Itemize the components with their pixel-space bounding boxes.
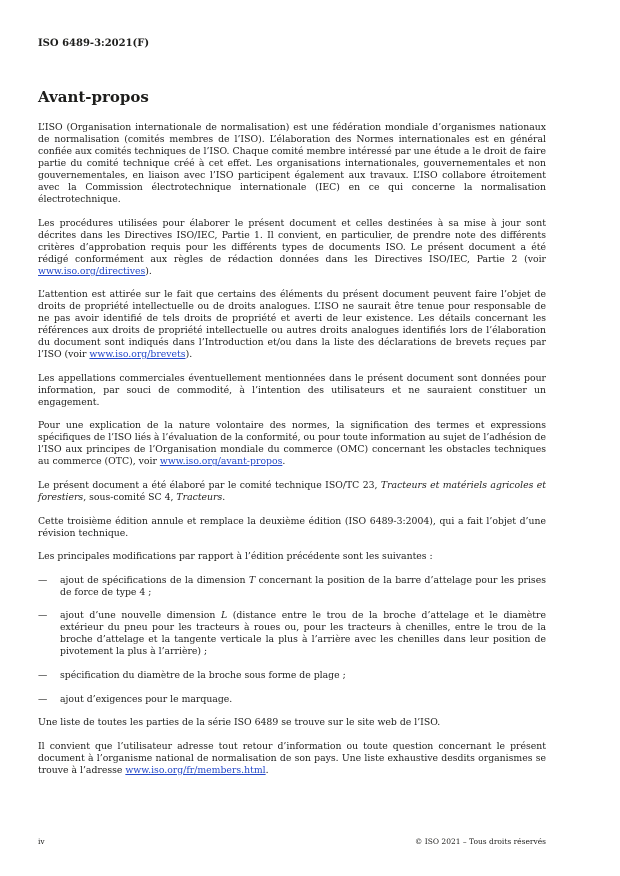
- procedures-text: Les procédures utilisées pour élaborer le présent document et celles destinées à sa mise à jour sont décrites dans les Directives ISO/IEC, Partie 1. Il convient, en particulier, de prendre note des différents critères d’approbation requis pour les différents types de documents ISO. Le présent document a été rédigé conformément aux règles de rédaction données dans les Directives ISO/IEC, Partie 2 (voir: [38, 217, 546, 265]
- change-text-end: (distance entre le trou de la broche d’attelage et le diamètre extérieur du pneu pour les tracteurs à roues ou, pour les tracteurs à chenilles, entre le trou de la broche d’attelage et la tangente verticale la plus à l’arrière avec les chenilles dans leur position de pivotement la plus à l’arrière) ;: [60, 610, 546, 658]
- change-text: spécification du diamètre de la broche sous forme de plage ;: [60, 669, 346, 681]
- patents-link[interactable]: www.iso.org/brevets: [89, 349, 186, 361]
- patents-text-end: ).: [185, 349, 193, 361]
- list-dash: —: [38, 610, 48, 622]
- foreword-info-link[interactable]: www.iso.org/avant-propos: [159, 456, 283, 468]
- dimension-symbol: T: [248, 574, 256, 586]
- committee-text: Le présent document a été élaboré par le comité technique ISO/TC 23,: [38, 479, 381, 491]
- list-dash: —: [38, 574, 48, 586]
- committee-text-end: .: [222, 491, 226, 503]
- change-text: ajout d’une nouvelle dimension: [60, 610, 221, 622]
- procedures-paragraph: [38, 218, 546, 278]
- feedback-paragraph: [38, 741, 546, 777]
- patents-text: L’attention est attirée sur le fait que certains des éléments du présent document peuvent faire l’objet de droits de propriété intellectuelle ou de droits analogues. L’ISO ne saurait être tenue pour responsable de ne pas avoir identifié de tels droits de propriété et averti de leur existence. Les détails concernant les références aux droits de propriété intellectuelle ou autres droits analogues identifiés lors de l’élaboration du document sont indiqués dans l’Introduction et/ou dans la liste des déclarations de brevets reçues par l’ISO (voir: [38, 289, 546, 361]
- trade-names-paragraph: Les appellations commerciales éventuellement mentionnées dans le présent document sont données pour information, par souci de commodité, à l’intention des utilisateurs et ne sauraient constituer un engagement.: [38, 372, 546, 408]
- change-text: ajout d’exigences pour le marquage.: [60, 693, 233, 705]
- section-title: Avant-propos: [38, 88, 149, 106]
- voluntary-nature-paragraph: [38, 420, 546, 468]
- list-dash: —: [38, 693, 48, 705]
- committee-paragraph: [38, 480, 546, 504]
- subcommittee-title: Tracteurs: [176, 491, 223, 503]
- foreword-body: [38, 122, 546, 788]
- patents-paragraph: [38, 289, 546, 361]
- dimension-symbol: L: [220, 610, 228, 622]
- changes-list: [38, 575, 546, 706]
- edition-paragraph: Cette troisième édition annule et remplace la deuxième édition (ISO 6489-3:2004), qui a fait l’objet d’une révision technique.: [38, 515, 546, 539]
- change-item: [38, 694, 546, 706]
- feedback-text: Il convient que l’utilisateur adresse tout retour d’information ou toute question concernant le présent document à l’organisme national de normalisation de son pays. Une liste exhaustive desdits organismes se trouve à l’adresse: [38, 740, 546, 776]
- feedback-text-end: .: [265, 764, 269, 776]
- change-text-end: concernant la position de la barre d’attelage pour les prises de force de type 4 ;: [60, 574, 546, 598]
- copyright-notice: © ISO 2021 – Tous droits réservés: [414, 837, 546, 846]
- document-id: ISO 6489-3:2021(F): [38, 38, 150, 49]
- change-item: [38, 610, 546, 658]
- members-link[interactable]: www.iso.org/fr/members.html: [125, 764, 266, 776]
- changes-intro: Les principales modifications par rapport à l’édition précédente sont les suivantes :: [38, 551, 433, 563]
- change-item: [38, 575, 546, 599]
- change-text: ajout de spécifications de la dimension: [60, 574, 249, 586]
- procedures-text-end: ).: [145, 265, 152, 277]
- directives-link[interactable]: www.iso.org/directives: [38, 265, 146, 277]
- change-item: [38, 670, 546, 682]
- voluntary-nature-text-end: .: [282, 456, 286, 468]
- voluntary-nature-text: Pour une explication de la nature volontaire des normes, la signification des termes et expressions spécifiques de l’ISO liés à l’évaluation de la conformité, ou pour toute information au sujet de l’adhésion de l’ISO aux principes de l’Organisation mondiale du commerce (OMC) concernant les obstacles techniques au commerce (OTC), voir: [38, 420, 546, 468]
- page-number: iv: [38, 837, 45, 846]
- series-paragraph: Une liste de toutes les parties de la série ISO 6489 se trouve sur le site web de l’ISO.: [38, 717, 441, 729]
- organisation-paragraph: L’ISO (Organisation internationale de normalisation) est une fédération mondiale d’organismes nationaux de normalisation (comités membres de l’ISO). L’élaboration des Normes internationales est en général confiée aux comités techniques de l’ISO. Chaque comité membre intéressé par une étude a le droit de faire partie du comité technique créé à cet effet. Les organisations internationales, gouvernementales et non gouvernementales, en liaison avec l’ISO participent également aux travaux. L’ISO collabore étroitement avec la Commission électrotechnique internationale (IEC) en ce qui concerne la normalisation électrotechnique.: [38, 122, 546, 205]
- committee-title: Tracteurs et matériels agricoles et forestiers: [38, 479, 546, 503]
- list-dash: —: [38, 669, 48, 681]
- committee-text-middle: , sous-comité SC 4,: [83, 491, 177, 503]
